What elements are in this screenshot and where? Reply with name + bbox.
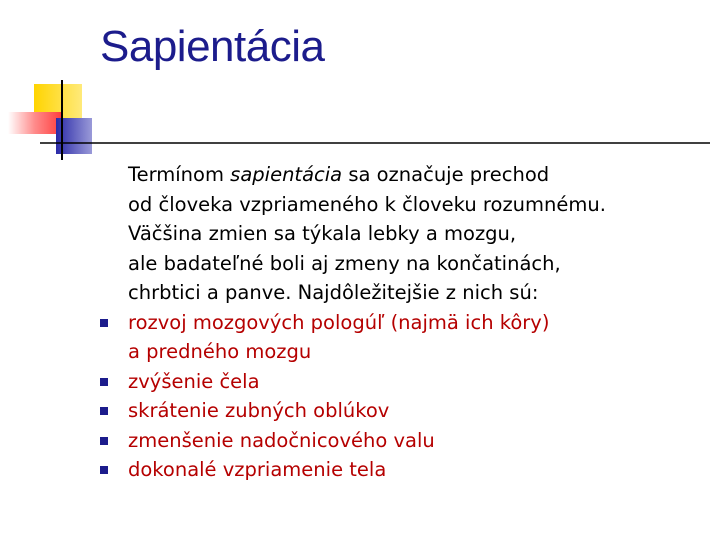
intro-line-2: od človeka vzpriameného k človeku rozumnému. <box>128 192 606 216</box>
intro-paragraph <box>128 160 708 308</box>
intro-term: sapientácia <box>230 163 343 186</box>
intro-line-1: Termínom sapientácia sa označuje prechod <box>128 163 550 186</box>
intro-line-5: chrbtici a panve. Najdôležitejšie z nich sú: <box>128 281 539 304</box>
bullet-list <box>128 308 708 485</box>
list-item: dokonalé vzpriamenie tela <box>128 455 708 485</box>
intro-line-3: Väčšina zmien sa týkala lebky a mozgu, <box>128 222 517 245</box>
list-item: rozvoj mozgových pologúľ (najmä ich kôry) a predného mozgu <box>128 308 708 367</box>
square-bullet-icon <box>100 378 108 386</box>
square-bullet-icon <box>100 407 108 415</box>
list-item: skrátenie zubných oblúkov <box>128 396 708 426</box>
square-bullet-icon <box>100 466 108 474</box>
list-item: zmenšenie nadočnicového valu <box>128 426 708 456</box>
intro-line-4: ale badateľné boli aj zmeny na končatinách, <box>128 251 561 275</box>
square-bullet-icon <box>100 319 108 327</box>
slide-content <box>128 160 708 485</box>
square-bullet-icon <box>100 437 108 445</box>
red-bar <box>8 112 62 134</box>
slide-title: Sapientácia <box>100 22 325 71</box>
list-item: zvýšenie čela <box>128 367 708 397</box>
